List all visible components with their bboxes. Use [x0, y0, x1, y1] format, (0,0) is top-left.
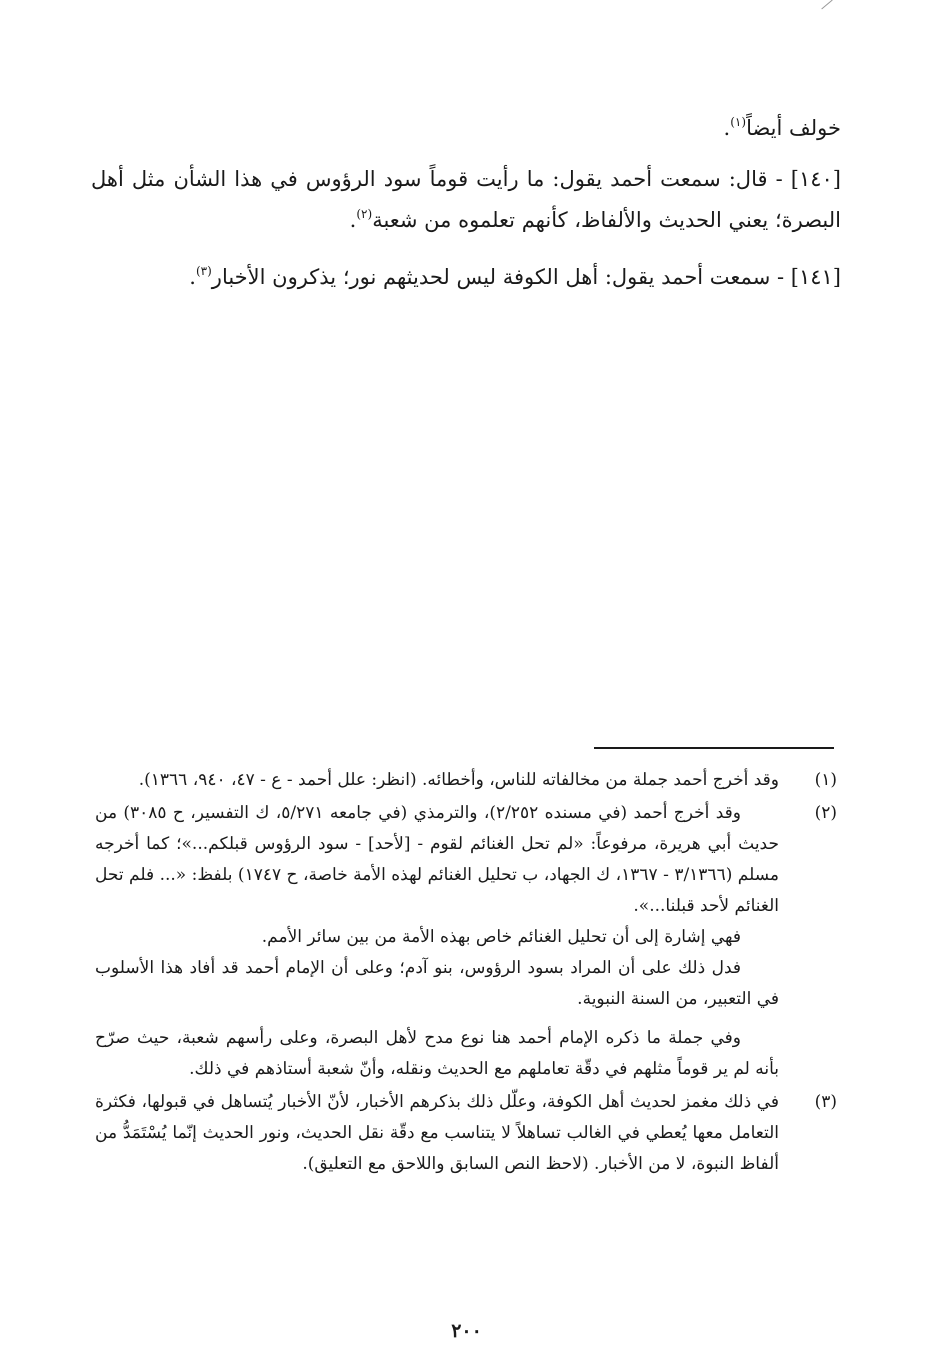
footnote-ref-2: (٢) [356, 207, 373, 221]
footnote-2 [95, 798, 837, 1085]
footnote-2-paragraph-2: فهي إشارة إلى أن تحليل الغنائم خاص بهذه الأمة من بين سائر الأمم. [261, 927, 741, 947]
footnote-1 [95, 765, 837, 796]
footnote-ref-3: (٣) [195, 264, 212, 278]
footnote-2-paragraph-4: وفي جملة ما ذكره الإمام أحمد هنا نوع مدح لأهل البصرة، وعلى رأسهم شعبة، حيث صرّح بأنه لم ير قوماً مثلهم في دقّة تعاملهم مع الحديث ونقله، وأنّ شعبة أستاذهم في ذلك. [95, 1028, 779, 1079]
footnote-2-paragraph-1: وقد أخرج أحمد (في مسنده ٢/٢٥٢)، والترمذي (في جامعه ٥/٢٧١، ك التفسير، ح ٣٠٨٥) من حديث أبي هريرة، مرفوعاً: «لم تحل الغنائم لقوم - [لأحد] - سود الرؤوس قبلكم...»؛ كما أخرجه مسلم (٣/١٣٦٦ - ١٣٦٧، ك الجهاد، ب تحليل الغنائم لهذه الأمة خاصة، ح ١٧٤٧) بلفظ: «... فلم تحل الغنائم لأحد قبلنا...». [95, 803, 780, 916]
corner-scan-mark [821, 0, 832, 9]
footnote-marker-1: (١) [814, 770, 837, 790]
punctuation: . [349, 208, 357, 232]
footnote-2-paragraph-3: فدل ذلك على أن المراد بسود الرؤوس، بنو آدم؛ وعلى أن الإمام أحمد قد أفاد هذا الأسلوب في التعبير، من السنة النبوية. [95, 958, 779, 1009]
punctuation: . [189, 265, 196, 289]
report-number-141: [١٤١] [790, 265, 841, 289]
footnote-3-text: في ذلك مغمز لحديث أهل الكوفة، وعلّل ذلك بذكرهم الأخبار، لأنّ الأخبار يُتساهل في قبولها، فكثرة التعامل معها يُعطي في الغالب تساهلاً لا يتناسب مع دقّة نقل الحديث، ونور الحديث إنّما يُسْتَمَدُّ من ألفاظ النبوة، لا من الأخبار. (لاحظ النص السابق واللاحق مع التعليق). [95, 1092, 779, 1174]
punctuation: . [723, 116, 731, 140]
footnote-3 [95, 1087, 837, 1180]
report-text-141: - سمعت أحمد يقول: أهل الكوفة ليس لحديثهم نور؛ يذكرون الأخبار [211, 265, 791, 289]
report-number-140: [١٤٠] [790, 167, 841, 191]
report-140 [91, 159, 841, 241]
continuation-text: خولف أيضاً [746, 116, 841, 140]
paragraph-continuation [91, 108, 841, 149]
footnote-ref-1: (١) [730, 115, 747, 129]
footnotes-section [95, 765, 837, 1182]
footnote-marker-2: (٢) [814, 803, 837, 823]
main-text-body [91, 108, 841, 314]
footnote-1-text: وقد أخرج أحمد جملة من مخالفاته للناس، وأخطائه. (انظر: علل أحمد - ع - ٤٧، ٩٤٠، ١٣٦٦). [138, 770, 779, 790]
report-text-140: - قال: سمعت أحمد يقول: ما رأيت قوماً سود الرؤوس في هذا الشأن مثل أهل البصرة؛ يعني الحديث والألفاظ، كأنهم تعلموه من شعبة [91, 167, 841, 232]
footnote-marker-3: (٣) [814, 1092, 837, 1112]
report-141 [91, 257, 841, 298]
page-number: ٢٠٠ [451, 1320, 482, 1342]
footnote-separator [594, 747, 834, 749]
